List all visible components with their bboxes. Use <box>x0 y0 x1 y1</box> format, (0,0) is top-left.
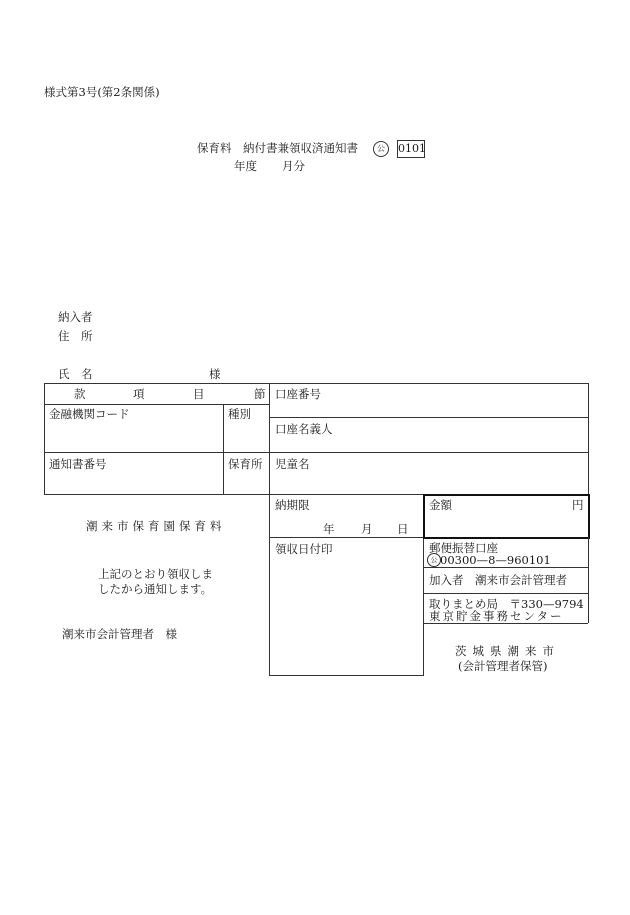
postal-right-border <box>588 537 589 623</box>
table-line <box>269 417 589 418</box>
payer-label: 納入者 <box>58 310 93 324</box>
stamp-bottom-border <box>269 675 424 676</box>
account-holder-label: 口座名義人 <box>275 422 333 436</box>
handling-office-label: 取りまとめ局 〒330—9794 <box>429 597 584 611</box>
postal-account-number: 00300—8—960101 <box>440 553 551 567</box>
stamp-top-border <box>269 537 424 538</box>
subscriber-label: 加入者 潮来市会計管理者 <box>429 573 567 587</box>
notice-line-1: 上記のとおり領収しま <box>98 567 213 581</box>
fiscal-year-label: 年度 <box>234 159 257 173</box>
form-number: 様式第3号(第2条関係) <box>44 85 160 99</box>
kan-label: 款 <box>74 387 86 401</box>
table-left-border <box>44 383 45 494</box>
notice-number-label: 通知書番号 <box>49 457 107 471</box>
form-code: 0101 <box>397 140 425 158</box>
stamp-left-border <box>269 494 270 675</box>
table-line <box>44 452 589 453</box>
postal-line <box>423 567 588 568</box>
custody-label: (会計管理者保管) <box>458 659 548 673</box>
prefecture-city-label: 茨城県潮来市 <box>455 644 560 658</box>
table-top-border <box>44 383 589 384</box>
table-line <box>223 404 224 494</box>
deadline-month-label: 月 <box>361 522 373 536</box>
stamp-right-border <box>423 537 424 675</box>
postal-line <box>423 623 588 624</box>
child-name-label: 児童名 <box>275 457 310 471</box>
month-label: 月分 <box>282 159 305 173</box>
table-line <box>269 383 270 494</box>
postal-transfer-label: 郵便振替口座 <box>429 541 498 555</box>
type-label: 種別 <box>228 407 251 421</box>
treasurer-label: 潮来市会計管理者 様 <box>62 627 177 641</box>
moku-label: 目 <box>193 387 205 401</box>
fee-title: 潮来市保育園保育料 <box>86 519 226 533</box>
table-right-border <box>588 383 589 494</box>
setsu-label: 節 <box>254 387 266 401</box>
center-label: 東京貯金事務センター <box>429 609 564 623</box>
public-mark-icon: 公 <box>427 553 441 567</box>
public-mark-icon: 公 <box>373 141 389 157</box>
amount-label: 金額 <box>429 498 452 512</box>
deadline-year-label: 年 <box>323 522 335 536</box>
account-number-label: 口座番号 <box>275 387 321 401</box>
honorific: 様 <box>209 367 221 381</box>
nursery-label: 保育所 <box>228 457 263 471</box>
postal-line <box>423 593 588 594</box>
address-label: 住 所 <box>58 329 93 343</box>
yen-label: 円 <box>572 498 584 512</box>
deadline-label: 納期限 <box>275 498 310 512</box>
name-label: 氏 名 <box>58 367 93 381</box>
form-title: 保育料 納付書兼領収済通知書 <box>197 141 358 155</box>
bank-code-label: 金融機関コード <box>49 407 130 421</box>
table-line <box>44 404 269 405</box>
receipt-date-stamp-label: 領収日付印 <box>275 542 333 556</box>
deadline-day-label: 日 <box>397 522 409 536</box>
notice-line-2: したから通知します。 <box>98 582 213 596</box>
kou-label: 項 <box>133 387 145 401</box>
